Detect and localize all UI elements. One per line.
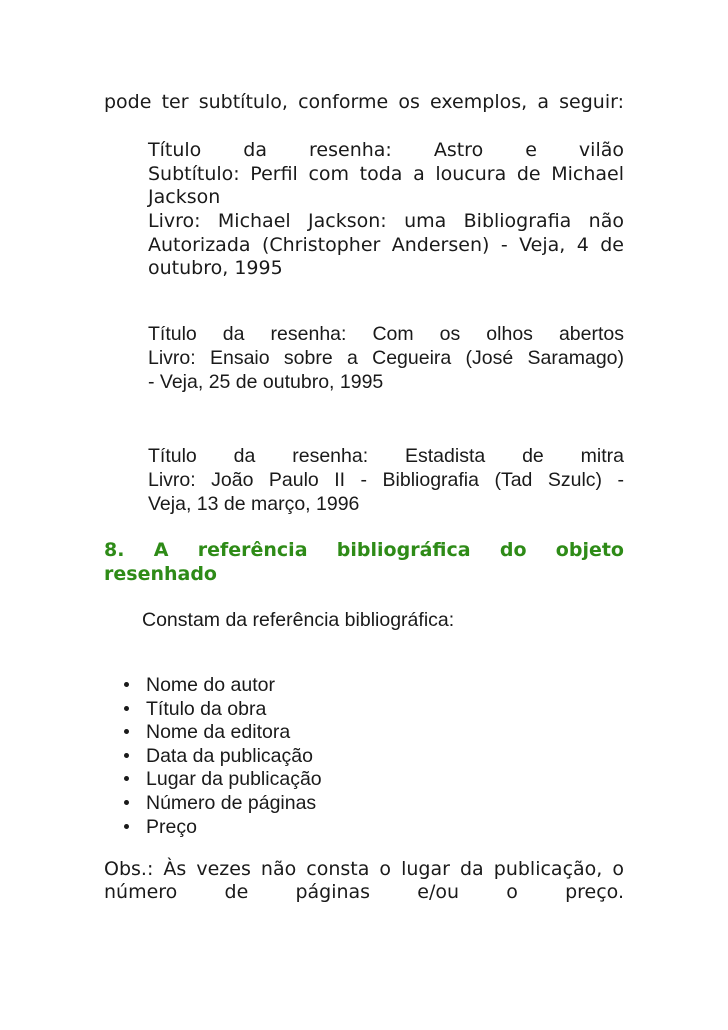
list-item-label: Lugar da publicação — [146, 768, 322, 790]
list-item — [124, 720, 290, 744]
example1-subtitle-line: Subtítulo: Perfil com toda a loucura de Michael — [148, 163, 624, 185]
list-item — [124, 744, 313, 768]
example1-date-line: outubro, 1995 — [148, 257, 283, 279]
section-lead: Constam da referência bibliográfica: — [142, 609, 455, 631]
list-item-label: Data da publicação — [146, 745, 313, 767]
list-item — [124, 791, 316, 815]
bullet-icon — [124, 800, 129, 805]
example1-subtitle-cont: Jackson — [148, 186, 221, 208]
example1-book-cont: Autorizada (Christopher Andersen) - Veja, 4 de — [148, 234, 624, 256]
list-item — [124, 767, 322, 791]
section-heading: 8. A referência bibliográfica do objeto — [104, 539, 624, 561]
example2-title-line: Título da resenha: Com os olhos abertos — [148, 323, 624, 345]
list-item-label: Título da obra — [146, 698, 267, 720]
bullet-icon — [124, 824, 129, 829]
intro-paragraph: pode ter subtítulo, conforme os exemplos, a seguir: — [104, 91, 624, 113]
section-heading-cont: resenhado — [104, 563, 217, 585]
example3-date-line: Veja, 13 de março, 1996 — [148, 493, 360, 515]
list-item-label: Nome do autor — [146, 674, 275, 696]
obs-paragraph: Obs.: Às vezes não consta o lugar da publicação, o — [104, 858, 624, 880]
list-item — [124, 673, 275, 697]
example1-title-line: Título da resenha: Astro e vilão — [148, 139, 624, 161]
example3-book-line: Livro: João Paulo II - Bibliografia (Tad Szulc) - — [148, 469, 624, 491]
example2-book-line: Livro: Ensaio sobre a Cegueira (José Saramago) — [148, 347, 624, 369]
bullet-icon — [124, 753, 129, 758]
example3-title-line: Título da resenha: Estadista de mitra — [148, 445, 624, 467]
list-item-label: Preço — [146, 816, 197, 838]
bullet-icon — [124, 776, 129, 781]
bullet-icon — [124, 729, 129, 734]
bullet-icon — [124, 706, 129, 711]
example1-book-line: Livro: Michael Jackson: uma Bibliografia não — [148, 210, 624, 232]
list-item — [124, 815, 197, 839]
obs-paragraph-cont: número de páginas e/ou o preço. — [104, 881, 624, 903]
list-item-label: Número de páginas — [146, 792, 317, 814]
list-item-label: Nome da editora — [146, 721, 291, 743]
example2-date-line: - Veja, 25 de outubro, 1995 — [148, 371, 384, 393]
list-item — [124, 697, 266, 721]
bullet-icon — [124, 682, 129, 687]
